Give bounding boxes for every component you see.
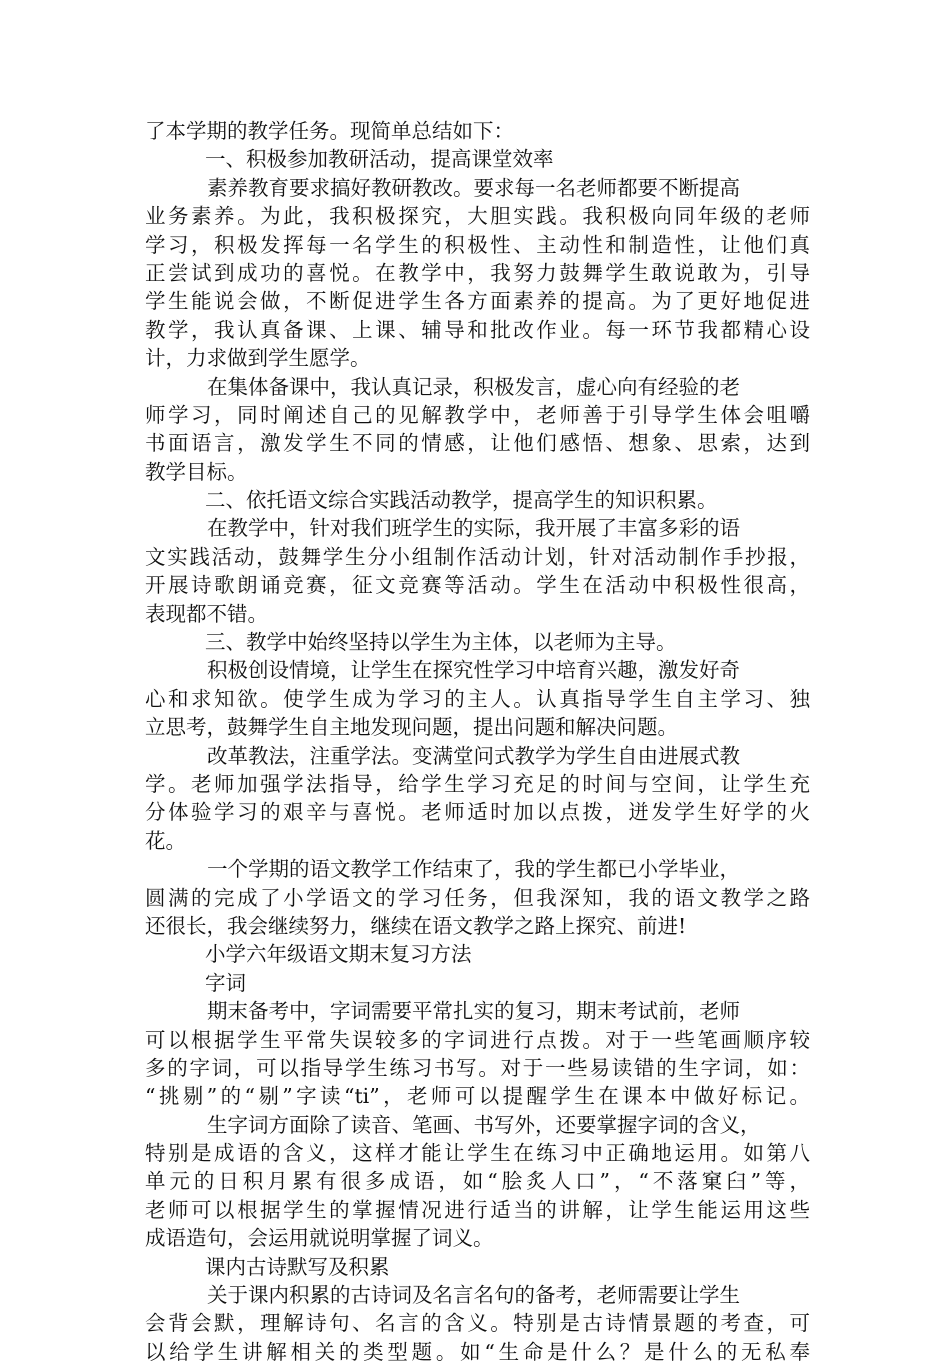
text-line: 改革教法，注重学法。变满堂问式教学为学生自由进展式教 [207, 743, 740, 768]
text-line: 在教学中，针对我们班学生的实际，我开展了丰富多彩的语 [207, 516, 740, 541]
text-line: 正尝试到成功的喜悦。在教学中，我努力鼓舞学生敢说敢为，引导 [145, 260, 810, 285]
text-line: 业务素养。为此，我积极探究，大胆实践。我积极向同年级的老师 [145, 204, 810, 229]
text-line: 课内古诗默写及积累 [205, 1254, 390, 1279]
text-line: 老师可以根据学生的掌握情况进行适当的讲解，让学生能运用这些 [145, 1197, 810, 1222]
document-body-text [145, 117, 810, 1366]
text-line: 在集体备课中，我认真记录，积极发言，虚心向有经验的老 [207, 374, 740, 399]
text-line: 书面语言，激发学生不同的情感，让他们感悟、想象、思索，达到 [145, 431, 810, 456]
text-line: “挑剔”的“剔”字读“ti”，老师可以提醒学生在课本中做好标记。 [145, 1084, 810, 1109]
text-line: 立思考，鼓舞学生自主地发现问题，提出问题和解决问题。 [145, 715, 678, 740]
text-line: 师学习，同时阐述自己的见解教学中，老师善于引导学生体会咀嚼 [145, 402, 810, 427]
text-line: 积极创设情境，让学生在探究性学习中培育兴趣，激发好奇 [207, 658, 740, 683]
text-line: 以给学生讲解相关的类型题。如“生命是什么？是什么的无私奉 [145, 1339, 810, 1364]
text-line: 多的字词，可以指导学生练习书写。对于一些易读错的生字词，如： [145, 1055, 810, 1080]
text-line: 学习，积极发挥每一名学生的积极性、主动性和制造性，让他们真 [145, 232, 810, 257]
text-line: 可以根据学生平常失误较多的字词进行点拨。对于一些笔画顺序较 [145, 1027, 810, 1052]
text-line: 成语造句，会运用就说明掌握了词义。 [145, 1226, 494, 1251]
text-line: 会背会默，理解诗句、名言的含义。特别是古诗情景题的考查，可 [145, 1311, 810, 1336]
text-line: 圆满的完成了小学语文的学习任务，但我深知，我的语文教学之路 [145, 885, 810, 910]
text-line: 开展诗歌朗诵竞赛，征文竞赛等活动。学生在活动中积极性很高， [145, 573, 810, 598]
text-line: 特别是成语的含义，这样才能让学生在练习中正确地运用。如第八 [145, 1141, 810, 1166]
text-line: 学生能说会做，不断促进学生各方面素养的提高。为了更好地促进 [145, 289, 810, 314]
text-line: 学。老师加强学法指导，给学生学习充足的时间与空间，让学生充 [145, 771, 810, 796]
text-line: 了本学期的教学任务。现简单总结如下： [145, 119, 514, 143]
text-line: 关于课内积累的古诗词及名言名句的备考，老师需要让学生 [207, 1283, 740, 1308]
text-line: 期末备考中，字词需要平常扎实的复习，期末考试前，老师 [207, 999, 740, 1024]
text-line: 三、教学中始终坚持以学生为主体，以老师为主导。 [205, 630, 677, 655]
text-line: 字词 [205, 970, 246, 995]
text-line: 表现都不错。 [145, 601, 268, 626]
text-line: 生字词方面除了读音、笔画、书写外，还要掌握字词的含义， [207, 1112, 761, 1137]
text-line: 一个学期的语文教学工作结束了，我的学生都已小学毕业， [207, 857, 740, 882]
text-line: 花。 [145, 828, 186, 853]
text-line: 还很长，我会继续努力，继续在语文教学之路上探究、前进! [145, 913, 687, 938]
text-line: 文实践活动，鼓舞学生分小组制作活动计划，针对活动制作手抄报， [145, 544, 810, 569]
text-line: 分体验学习的艰辛与喜悦。老师适时加以点拨，迸发学生好学的火 [145, 800, 810, 825]
text-line: 单元的日积月累有很多成语，如“脍炙人口”，“不落窠臼”等， [145, 1169, 810, 1194]
text-line: 一、积极参加教研活动，提高课堂效率 [205, 147, 554, 172]
text-line: 计，力求做到学生愿学。 [145, 346, 371, 371]
text-line: 小学六年级语文期末复习方法 [205, 942, 472, 967]
text-line: 教学目标。 [145, 459, 248, 484]
text-line: 心和求知欲。使学生成为学习的主人。认真指导学生自主学习、独 [145, 686, 810, 711]
text-line: 教学，我认真备课、上课、辅导和批改作业。每一环节我都精心设 [145, 317, 810, 342]
text-line: 二、依托语文综合实践活动教学，提高学生的知识积累。 [205, 488, 718, 513]
text-line: 素养教育要求搞好教研教改。要求每一名老师都要不断提高 [207, 175, 740, 200]
